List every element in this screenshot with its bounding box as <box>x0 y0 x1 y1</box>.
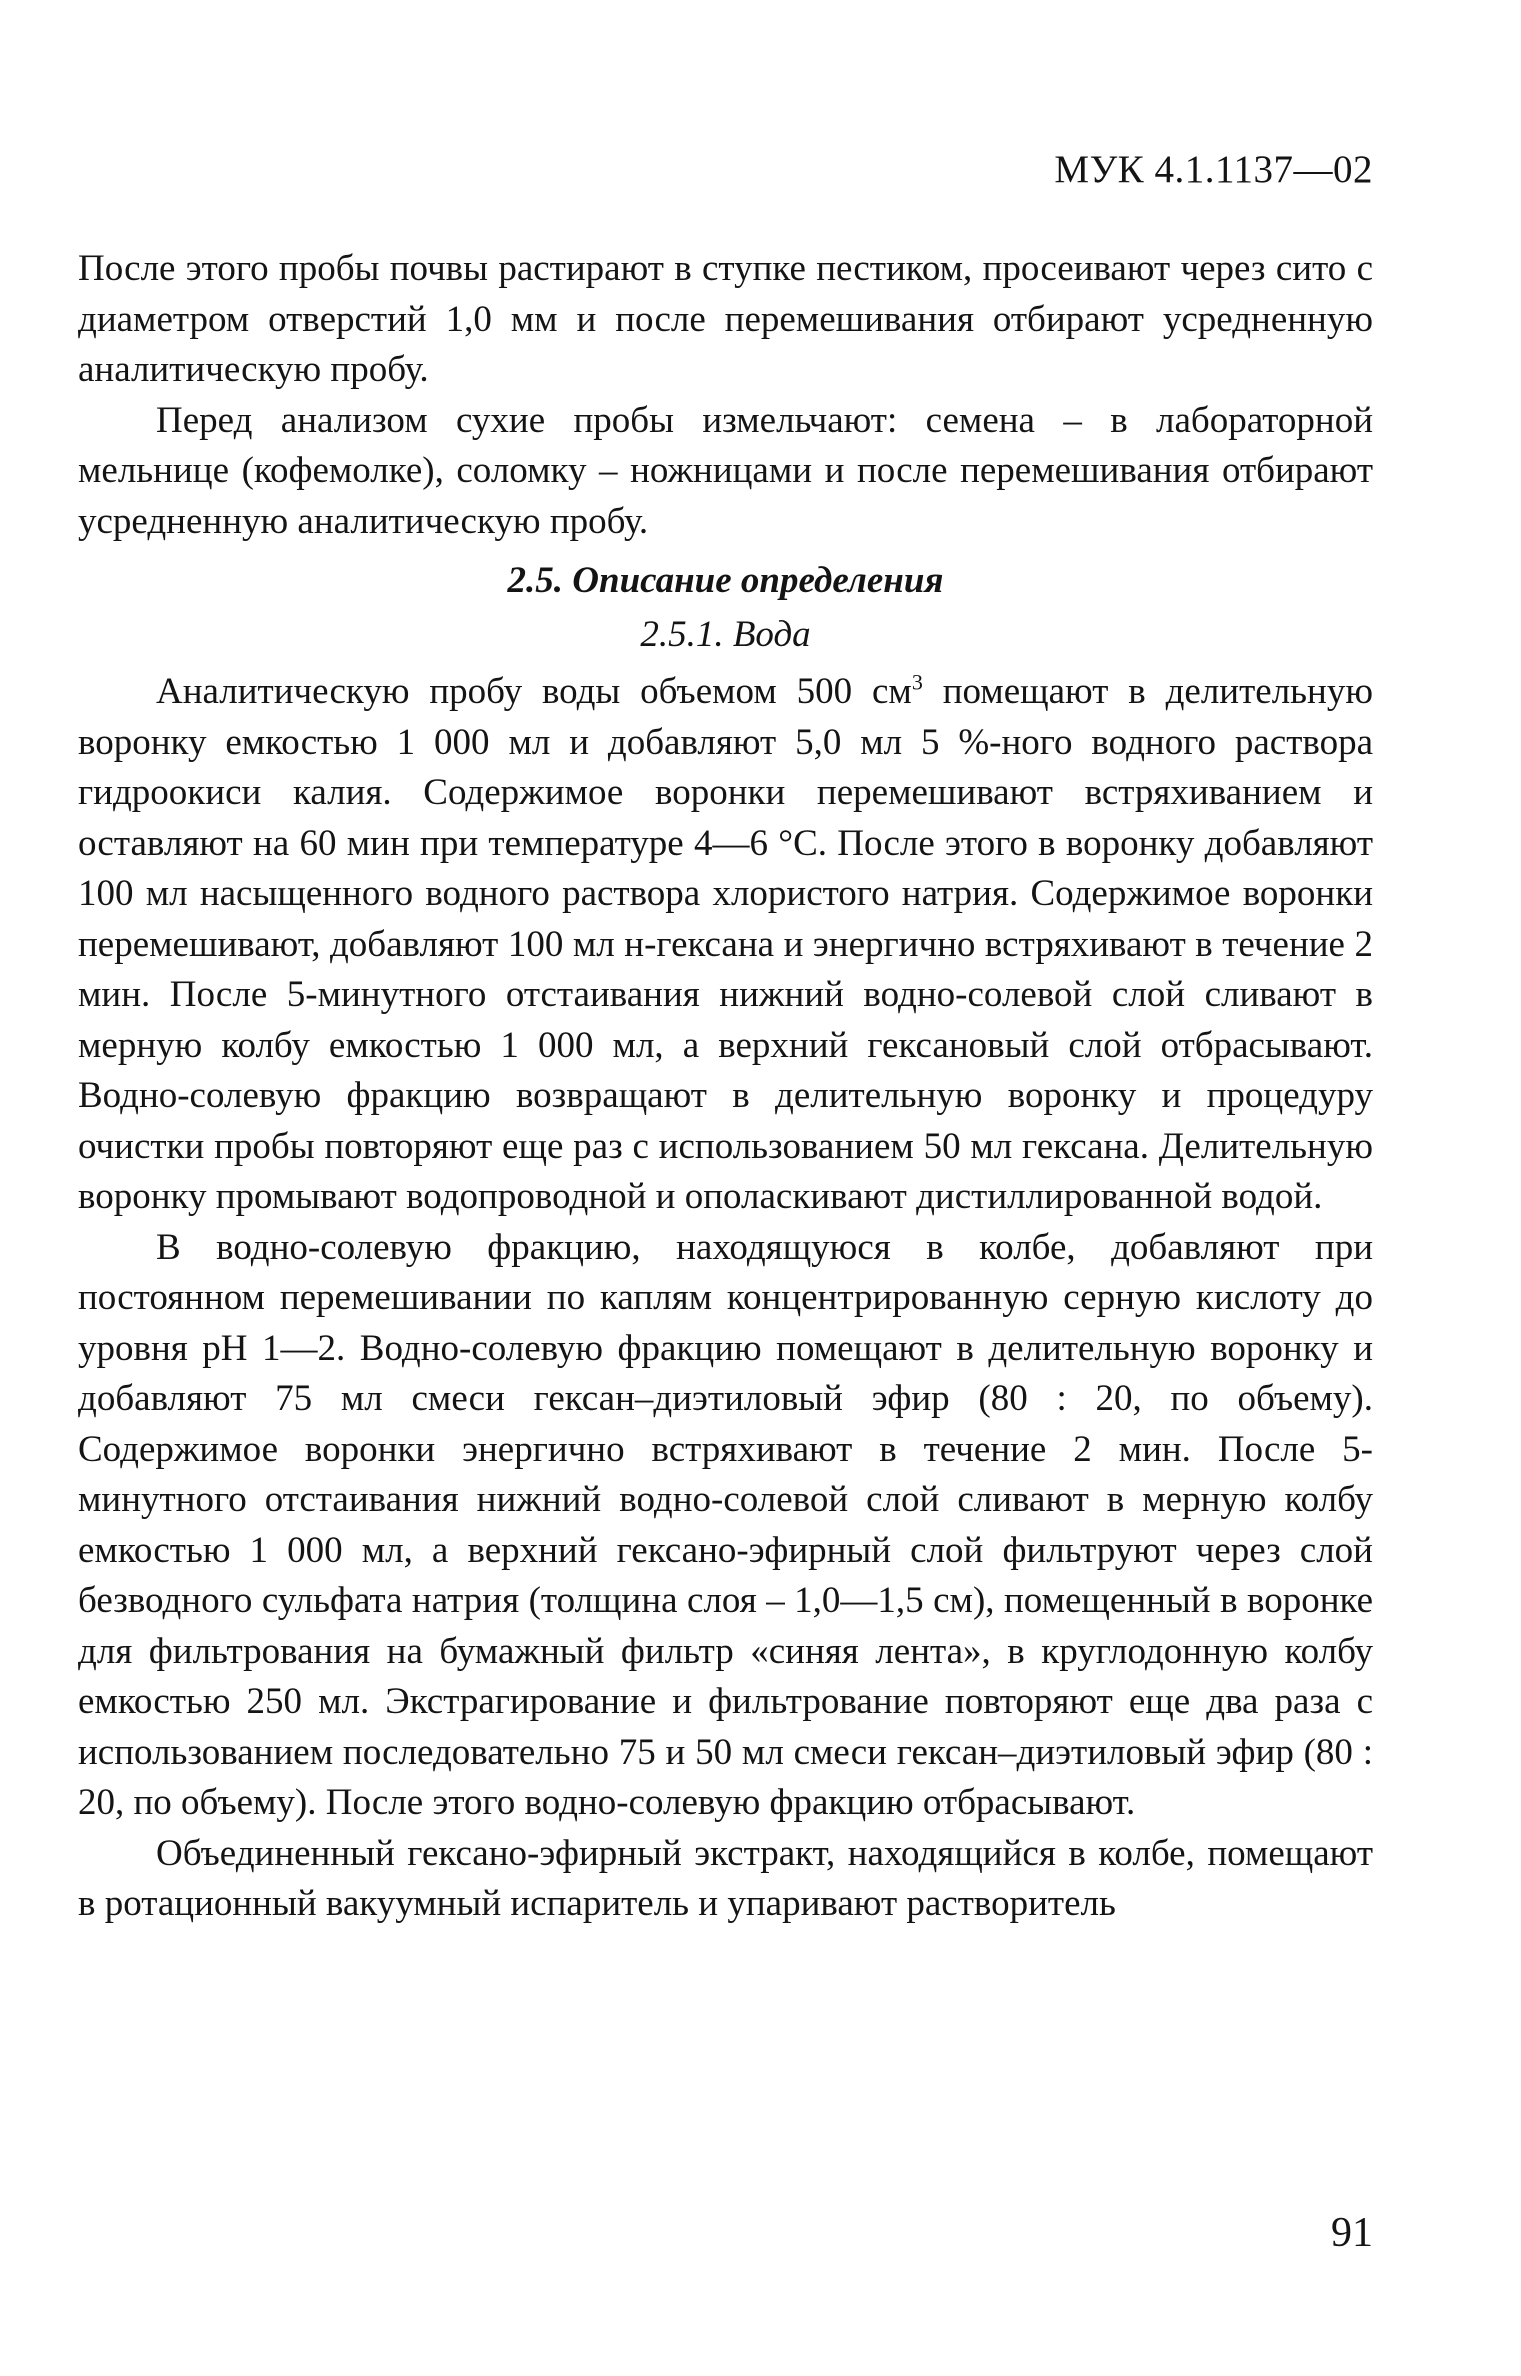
paragraph-acidification: В водно-солевую фракцию, находящуюся в колбе, добавляют при постоянном перемешивании по каплям концентрированную серную кислоту до уровня рН 1—2. Водно-солевую фракцию помещают в делительную воронку и добавляют 75 мл смеси гексан–диэтиловый эфир (80 : 20, по объему). Содержимое воронки энергично встряхивают в течение 2 мин. После 5-минутного отстаивания нижний водно-солевой слой сливают в мерную колбу емкостью 1 000 мл, а верхний гексано-эфирный слой фильтруют через слой безводного сульфата натрия (толщина слоя – 1,0—1,5 см), помещенный в воронке для фильтрования на бумажный фильтр «синяя лента», в круглодонную колбу емкостью 250 мл. Экстрагирование и фильтрование повторяют еще два раза с использованием последовательно 75 и 50 мл смеси гексан–диэтиловый эфир (80 : 20, по объему). После этого водно-солевую фракцию отбрасывают. <box>78 1226 1373 1823</box>
body-text <box>78 244 1373 1930</box>
page-number: 91 <box>1331 2210 1373 2256</box>
paragraph-water-sample-text-start: Аналитическую пробу воды объемом 500 см <box>156 671 912 712</box>
paragraph-soil-sample: После этого пробы почвы растирают в ступке пестиком, просеивают через сито с диаметром отверстий 1,0 мм и после перемешивания отбирают усредненную аналитическую пробу. <box>78 248 1373 390</box>
subsection-heading: 2.5.1. Вода <box>640 614 811 655</box>
section-heading: 2.5. Описание определения <box>507 560 944 601</box>
paragraph-dry-samples: Перед анализом сухие пробы измельчают: семена – в лабораторной мельнице (кофемолке), соломку – ножницами и после перемешивания отбирают усредненную аналитическую пробу. <box>78 399 1373 542</box>
document-code-header: МУК 4.1.1137—02 <box>1054 148 1373 191</box>
paragraph-water-sample <box>78 667 1373 1223</box>
paragraph-evaporation: Объединенный гексано-эфирный экстракт, находящийся в колбе, помещают в ротационный вакуумный испаритель и упаривают растворитель <box>78 1832 1373 1924</box>
paragraph-water-sample-text-end: помещают в делительную воронку емкостью 1 000 мл и добавляют 5,0 мл 5 %-ного водного раствора гидроокиси калия. Содержимое воронки перемешивают встряхиванием и оставляют на 60 мин при температуре 4—6 °С. После этого в воронку добавляют 100 мл насыщенного водного раствора хлористого натрия. Содержимое воронки перемешивают, добавляют 100 мл н-гексана и энергично встряхивают в течение 2 мин. После 5-минутного отстаивания нижний водно-солевой слой сливают в мерную колбу емкостью 1 000 мл, а верхний гексановый слой отбрасывают. Водно-солевую фракцию возвращают в делительную воронку и процедуру очистки пробы повторяют еще раз с использованием 50 мл гексана. Делительную воронку промывают водопроводной и ополаскивают дистиллированной водой. <box>78 671 1373 1217</box>
unit-superscript: 3 <box>911 669 923 695</box>
